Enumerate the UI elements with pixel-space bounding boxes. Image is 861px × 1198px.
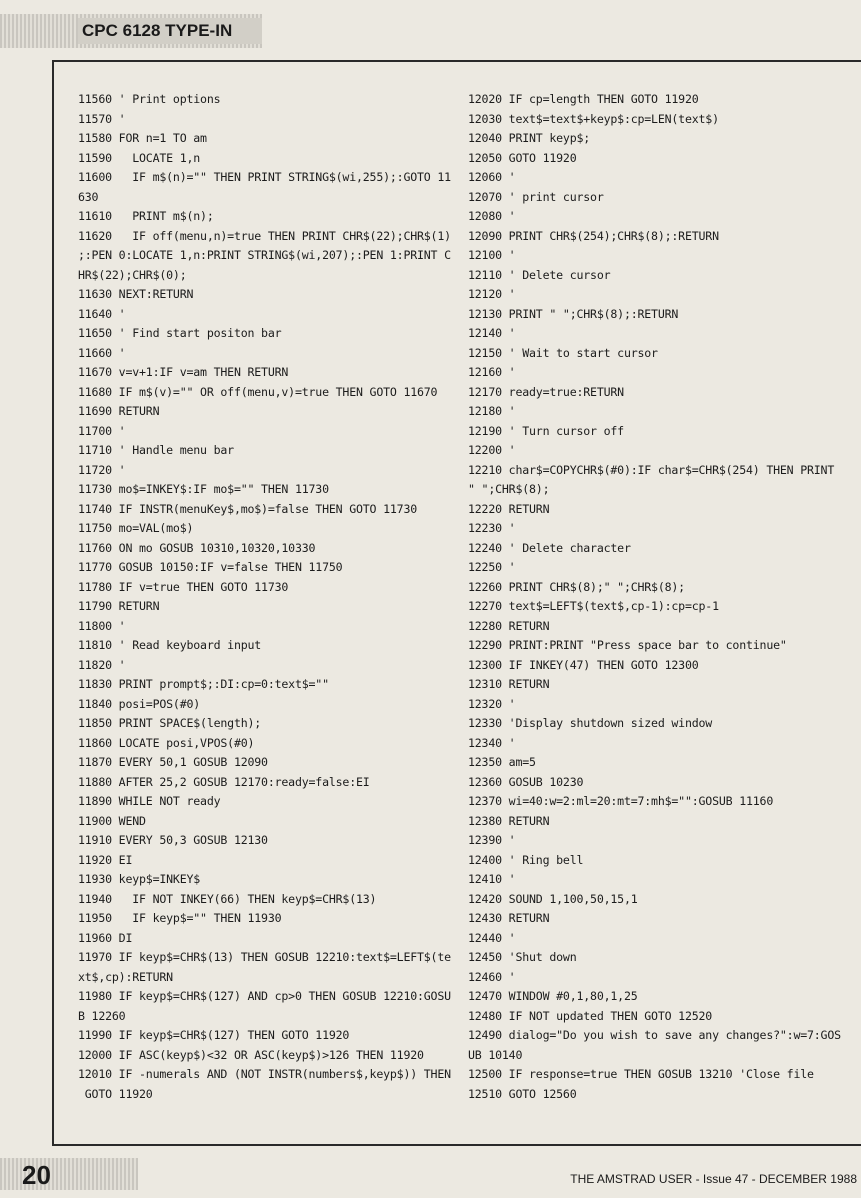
code-line: 12320 ': [468, 696, 516, 711]
code-line: 12050 GOTO 11920: [468, 150, 577, 165]
section-title: CPC 6128 TYPE-IN: [78, 18, 262, 44]
code-line: 11990 IF keyp$=CHR$(127) THEN GOTO 11920: [78, 1028, 350, 1042]
code-line: 12340 ': [468, 735, 516, 750]
code-line: 12280 RETURN: [468, 618, 550, 633]
code-line: 12330 'Display shutdown sized window: [468, 716, 713, 730]
code-line: 12150 ' Wait to start cursor: [468, 345, 658, 360]
code-line: UB 10140: [468, 1047, 523, 1062]
code-line: 12400 ' Ring bell: [468, 852, 584, 867]
code-line: 11850 PRINT SPACE$(length);: [78, 716, 262, 730]
code-line: 11880 AFTER 25,2 GOSUB 12170:ready=false:EI: [78, 774, 370, 789]
code-line: 11640 ': [78, 306, 126, 321]
code-line: 11770 GOSUB 10150:IF v=false THEN 11750: [78, 560, 343, 574]
code-line: 11790 RETURN: [78, 599, 160, 613]
code-line: 11700 ': [78, 423, 126, 438]
code-line: 12180 ': [468, 404, 516, 418]
code-line: 11940 IF NOT INKEY(66) THEN keyp$=CHR$(13): [78, 891, 377, 906]
code-line: 12470 WINDOW #0,1,80,1,25: [468, 989, 638, 1003]
code-line: 12070 ' print cursor: [468, 189, 604, 204]
code-line: 12420 SOUND 1,100,50,15,1: [468, 891, 638, 906]
code-line: 12190 ' Turn cursor off: [468, 423, 624, 438]
code-line: 11960 DI: [78, 930, 133, 945]
code-line: 11610 PRINT m$(n);: [78, 209, 214, 223]
code-line: 12490 dialog="Do you wish to save any changes?":w=7:GOS: [468, 1028, 841, 1042]
code-line: 11580 FOR n=1 TO am: [78, 131, 207, 145]
code-line: 11650 ' Find start positon bar: [78, 326, 282, 340]
code-line: 11600 IF m$(n)="" THEN PRINT STRING$(wi,255);:GOTO 11: [78, 170, 451, 184]
code-line: 11930 keyp$=INKEY$: [78, 872, 201, 886]
listing-column-right: [468, 90, 861, 1104]
code-line: 12030 text$=text$+keyp$:cp=LEN(text$): [468, 111, 719, 126]
code-line: 12210 char$=COPYCHR$(#0):IF char$=CHR$(254) THEN PRINT: [468, 462, 835, 477]
code-line: 11810 ' Read keyboard input: [78, 638, 262, 652]
code-line: 12170 ready=true:RETURN: [468, 384, 624, 399]
page-number: 20: [22, 1160, 51, 1190]
code-line: 12160 ': [468, 365, 516, 379]
code-line: 12480 IF NOT updated THEN GOTO 12520: [468, 1008, 713, 1023]
code-line: 11660 ': [78, 345, 126, 360]
code-line: ;:PEN 0:LOCATE 1,n:PRINT STRING$(wi,207);:PEN 1:PRINT C: [78, 248, 451, 262]
code-line: 11820 ': [78, 657, 126, 672]
code-line: 12310 RETURN: [468, 677, 550, 691]
code-line: 12360 GOSUB 10230: [468, 774, 584, 789]
code-line: 11740 IF INSTR(menuKey$,mo$)=false THEN GOTO 11730: [78, 501, 418, 516]
code-line: 12090 PRINT CHR$(254);CHR$(8);:RETURN: [468, 228, 719, 243]
code-line: 12270 text$=LEFT$(text$,cp-1):cp=cp-1: [468, 599, 719, 613]
code-line: 11620 IF off(menu,n)=true THEN PRINT CHR$(22);CHR$(1): [78, 228, 451, 243]
code-line: 11690 RETURN: [78, 404, 160, 418]
code-line: 12060 ': [468, 170, 516, 184]
code-line: 11750 mo=VAL(mo$): [78, 521, 194, 535]
code-line: HR$(22);CHR$(0);: [78, 267, 187, 282]
magazine-footer: THE AMSTRAD USER - Issue 47 - DECEMBER 1988: [570, 1172, 857, 1186]
code-line: 11590 LOCATE 1,n: [78, 150, 201, 165]
code-line: 12350 am=5: [468, 755, 536, 769]
code-line: 12220 RETURN: [468, 501, 550, 516]
code-line: 11720 ': [78, 462, 126, 477]
code-line: 12140 ': [468, 326, 516, 340]
code-line: 12450 'Shut down: [468, 950, 577, 964]
code-line: 11910 EVERY 50,3 GOSUB 12130: [78, 833, 268, 847]
code-line: 11870 EVERY 50,1 GOSUB 12090: [78, 755, 268, 769]
code-line: 11760 ON mo GOSUB 10310,10320,10330: [78, 540, 316, 555]
code-line: " ";CHR$(8);: [468, 482, 550, 496]
code-line: 11570 ': [78, 111, 126, 126]
code-line: 11560 ' Print options: [78, 92, 221, 106]
code-line: 11800 ': [78, 618, 126, 633]
code-line: 12080 ': [468, 209, 516, 223]
code-line: 11950 IF keyp$="" THEN 11930: [78, 911, 282, 925]
code-line: 12430 RETURN: [468, 911, 550, 925]
listing-column-left: [78, 90, 478, 1104]
code-line: 11920 EI: [78, 852, 133, 867]
code-line: 12500 IF response=true THEN GOSUB 13210 'Close file: [468, 1067, 814, 1081]
code-line: 12110 ' Delete cursor: [468, 267, 611, 282]
code-line: 12000 IF ASC(keyp$)<32 OR ASC(keyp$)>126 THEN 11920: [78, 1047, 424, 1062]
code-line: 12460 ': [468, 969, 516, 984]
code-line: 12010 IF -numerals AND (NOT INSTR(numbers$,keyp$)) THEN: [78, 1067, 451, 1081]
code-line: 12200 ': [468, 443, 516, 457]
code-line: 12440 ': [468, 930, 516, 945]
code-line: 12370 wi=40:w=2:ml=20:mt=7:mh$="":GOSUB 11160: [468, 794, 774, 808]
code-line: 11900 WEND: [78, 813, 146, 828]
code-line: 12380 RETURN: [468, 813, 550, 828]
code-line: 11860 LOCATE posi,VPOS(#0): [78, 735, 255, 750]
code-line: 12390 ': [468, 833, 516, 847]
code-line: 630: [78, 189, 99, 204]
code-line: 11730 mo$=INKEY$:IF mo$="" THEN 11730: [78, 482, 329, 496]
code-line: 12020 IF cp=length THEN GOTO 11920: [468, 92, 699, 106]
code-line: 12240 ' Delete character: [468, 540, 631, 555]
code-line: 12120 ': [468, 287, 516, 301]
code-line: 11890 WHILE NOT ready: [78, 794, 221, 808]
code-line: 12290 PRINT:PRINT "Press space bar to continue": [468, 638, 787, 652]
code-line: 11670 v=v+1:IF v=am THEN RETURN: [78, 365, 289, 379]
code-line: GOTO 11920: [78, 1086, 153, 1101]
code-line: 12300 IF INKEY(47) THEN GOTO 12300: [468, 657, 699, 672]
code-line: 12130 PRINT " ";CHR$(8);:RETURN: [468, 306, 679, 321]
code-line: 11830 PRINT prompt$;:DI:cp=0:text$="": [78, 677, 329, 691]
code-line: 11980 IF keyp$=CHR$(127) AND cp>0 THEN GOSUB 12210:GOSU: [78, 989, 451, 1003]
code-line: 11680 IF m$(v)="" OR off(menu,v)=true THEN GOTO 11670: [78, 384, 438, 399]
code-line: 11970 IF keyp$=CHR$(13) THEN GOSUB 12210:text$=LEFT$(te: [78, 950, 451, 964]
code-line: 12040 PRINT keyp$;: [468, 131, 591, 145]
code-line: 12100 ': [468, 248, 516, 262]
code-line: xt$,cp):RETURN: [78, 969, 173, 984]
code-line: 12410 ': [468, 872, 516, 886]
code-line: 12230 ': [468, 521, 516, 535]
code-line: B 12260: [78, 1008, 126, 1023]
code-line: 11630 NEXT:RETURN: [78, 287, 194, 301]
code-line: 11840 posi=POS(#0): [78, 696, 201, 711]
code-line: 12260 PRINT CHR$(8);" ";CHR$(8);: [468, 579, 685, 594]
code-line: 11710 ' Handle menu bar: [78, 443, 234, 457]
footer-band: [0, 1158, 138, 1190]
code-line: 12510 GOTO 12560: [468, 1086, 577, 1101]
code-line: 12250 ': [468, 560, 516, 574]
code-line: 11780 IF v=true THEN GOTO 11730: [78, 579, 289, 594]
